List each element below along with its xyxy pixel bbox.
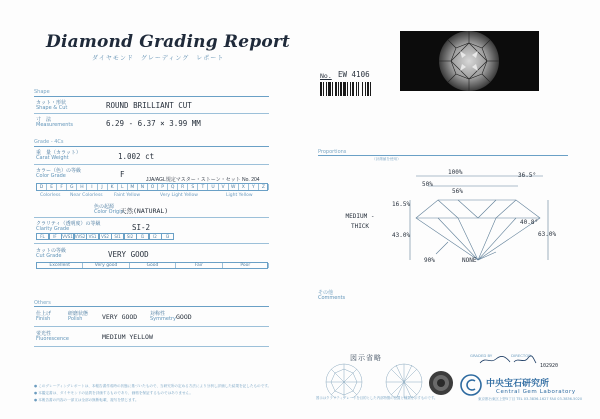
- cut-label-en: Cut Grade: [36, 253, 62, 259]
- footnote-1: ● このグレーディングレポートは、本報告書作成時の状態に基づいたもので、当研究所の定める方法により分析し評価した結果を記したものです。: [34, 384, 272, 388]
- cgl-logo-icon: [460, 374, 482, 396]
- report-number: EW 4106: [338, 70, 370, 79]
- color-scale-cell: H: [77, 184, 87, 190]
- report-number-label: No.: [320, 72, 332, 80]
- symmetry-label-en: Symmetry: [150, 316, 176, 322]
- measurements-label-jp: 寸 法: [36, 117, 52, 123]
- crown-angle-value: 36.5°: [518, 172, 537, 179]
- plot-caption: 図示省略: [350, 354, 382, 362]
- color-value: F: [120, 170, 125, 179]
- clarity-scale-cell: SI1: [111, 233, 124, 240]
- comments-label-en: Comments: [318, 295, 346, 301]
- color-scale-cell: Q: [168, 184, 178, 190]
- polish-label-jp: 研磨状態: [68, 311, 89, 317]
- girdle-value: MEDIUM - THICK: [345, 213, 375, 230]
- color-scale-cell: R: [178, 184, 188, 190]
- color-label-en: Color Grade: [36, 173, 66, 179]
- cut-scale-cell: Good: [130, 263, 176, 268]
- color-scale-cell: X: [239, 184, 249, 190]
- lower-half-value: 90%: [424, 257, 435, 264]
- diamond-outline: [416, 200, 540, 260]
- color-master-stone-note: JJA/AGL規定マスター・ストーン・セット No. 204: [146, 177, 260, 183]
- divider: [34, 326, 269, 327]
- divider: [34, 113, 269, 114]
- clarity-scale-cell: I2: [149, 233, 162, 240]
- shape-cut-value: ROUND BRILLIANT CUT: [106, 101, 192, 110]
- color-scale-cell: S: [188, 184, 198, 190]
- color-scale-cell: V: [219, 184, 229, 190]
- cut-scale-cell: Poor: [223, 263, 269, 268]
- hologram-seal: [428, 370, 454, 396]
- color-scale-cell: U: [208, 184, 218, 190]
- barcode-bar: [371, 82, 373, 96]
- signature: [478, 354, 538, 366]
- section-shape-label: Shape: [34, 89, 50, 95]
- table-value: 50%: [422, 181, 433, 188]
- plot-note: 図示はクラリティグレードを目的とした内部特徴の位置と種類を示すものです。: [316, 396, 438, 400]
- diamond-photo: [400, 31, 539, 91]
- proportions-note: （計測値を使用）: [372, 157, 401, 161]
- color-scale-cell: T: [198, 184, 208, 190]
- measurements-label-en: Measurements: [36, 122, 73, 128]
- cut-scale-cell: Excellent: [37, 263, 83, 268]
- clarity-scale-cell: SI2: [124, 233, 137, 240]
- color-scale-cell: K: [108, 184, 118, 190]
- clarity-scale: [36, 233, 174, 240]
- divider: [34, 346, 269, 347]
- culet-value: NONE: [462, 257, 477, 264]
- color-scale-cell: M: [128, 184, 138, 190]
- section-shape-rule: [34, 96, 269, 97]
- lab-address: 東京都台東区上野5丁目 TEL 03-3836-1627 FAX 03-3836-5020: [478, 397, 583, 401]
- section-proportions-rule: [318, 155, 568, 156]
- measurements-value: 6.29 - 6.37 × 3.99 MM: [106, 119, 201, 128]
- color-scale-cell: D: [37, 184, 47, 190]
- shape-cut-label-en: Shape & Cut: [36, 105, 68, 111]
- color-scale-cell: F: [57, 184, 67, 190]
- section-others-label: Others: [34, 300, 51, 306]
- lab-name-en: Central Gem Laboratory: [496, 389, 576, 395]
- symmetry-value: GOOD: [176, 313, 192, 321]
- color-scale-caption: Light Yellow: [226, 193, 253, 198]
- finish-label-en: Finish: [36, 316, 51, 322]
- clarity-label-en: Clarity Grade: [36, 226, 70, 232]
- color-scale-cell: P: [158, 184, 168, 190]
- total-depth-value: 63.0%: [538, 231, 557, 238]
- color-scale-cell: Y: [249, 184, 259, 190]
- comments-label-jp: その他: [318, 290, 334, 296]
- color-scale-cell: Z: [259, 184, 269, 190]
- section-others-rule: [34, 306, 269, 307]
- clarity-scale-cell: VVS2: [74, 234, 86, 239]
- fluorescence-label-en: Fluorescence: [36, 336, 69, 342]
- crown-height-value: 16.5%: [392, 201, 411, 208]
- divider: [34, 164, 269, 165]
- polish-label-en: Polish: [68, 316, 83, 322]
- carat-label-jp: 重 量（カラット）: [36, 150, 81, 156]
- clarity-value: SI-2: [132, 223, 151, 232]
- divider: [34, 217, 269, 218]
- color-scale-cell: O: [148, 184, 158, 190]
- polish-value: VERY GOOD: [102, 313, 138, 321]
- symmetry-label-jp: 対称性: [150, 311, 166, 317]
- report-title: Diamond Grading Report: [46, 32, 291, 52]
- cut-value: VERY GOOD: [108, 250, 149, 259]
- color-scale-caption: Faint Yellow: [114, 193, 141, 198]
- pavilion-angle-value: 40.8°: [520, 219, 539, 226]
- clarity-label-jp: クラリティ（透明度）の等級: [36, 221, 101, 227]
- lab-name-jp: 中央宝石研究所: [486, 379, 550, 389]
- carat-label-en: Carat Weight: [36, 155, 69, 161]
- color-origin-label-en: Color Origin: [94, 209, 124, 215]
- diamond-photo-image: [400, 31, 539, 91]
- color-scale-cell: J: [98, 184, 108, 190]
- color-origin-value: 天然(NATURAL): [120, 207, 169, 215]
- cut-label-jp: カットの等級: [36, 248, 66, 254]
- color-scale-cell: E: [47, 184, 57, 190]
- color-scale-cell: N: [138, 184, 148, 190]
- clarity-scale-cell: FL: [36, 233, 49, 240]
- color-scale-caption: Colorless: [40, 193, 61, 198]
- color-scale-cell: L: [118, 184, 128, 190]
- section-grade-label: Grade - 4Cs: [34, 139, 64, 145]
- color-label-jp: カラー（色）の等級: [36, 168, 82, 174]
- report-title-jp: ダイヤモンド グレーディング レポート: [92, 55, 225, 62]
- clarity-scale-cell: VS2: [99, 233, 112, 240]
- color-scale-caption: Very Light Yellow: [160, 193, 198, 198]
- clarity-scale-cell: VVS1: [62, 234, 73, 239]
- color-scale: [36, 183, 268, 191]
- footnote-2: ● 本鑑定書は、ダイヤモンドの品質を評価するものであり、価格を保証するものではありません。: [34, 391, 193, 395]
- clarity-scale-cell: IF: [49, 233, 62, 240]
- cut-scale-cell: Fair: [176, 263, 222, 268]
- color-scale-cell: W: [229, 184, 239, 190]
- divider: [34, 243, 269, 244]
- total-width-value: 100%: [448, 169, 463, 176]
- fluorescence-label-jp: 蛍光性: [36, 331, 52, 337]
- color-origin-label-jp: 色の起源: [94, 204, 115, 210]
- color-scale-cell: I: [87, 184, 97, 190]
- cut-scale-cell: Very good: [83, 263, 129, 268]
- color-scale-cell: G: [67, 184, 77, 190]
- color-scale-caption: Near Colorless: [70, 193, 103, 198]
- cut-scale: [36, 262, 268, 269]
- section-grade-rule: [34, 146, 269, 147]
- barcode: [320, 82, 388, 96]
- clarity-scale-cell: I1: [136, 233, 149, 240]
- star-value: 56%: [452, 188, 463, 195]
- clarity-scale-cell: VS1: [86, 233, 99, 240]
- footnote-3: ● 本報告書の内容の一部又は全部の無断転載、複写を禁じます。: [34, 398, 139, 402]
- pavilion-depth-value: 43.0%: [392, 232, 411, 239]
- carat-value: 1.002 ct: [118, 152, 155, 161]
- fluorescence-value: MEDIUM YELLOW: [102, 333, 153, 341]
- signature-row: GRADED BY DIRECTOR: [470, 353, 531, 358]
- certificate-number: 102920: [540, 363, 559, 369]
- clarity-scale-cell: I3: [161, 233, 174, 240]
- shape-cut-label-jp: カット・形状: [36, 100, 66, 106]
- section-proportions-label: Proportions: [318, 149, 347, 155]
- finish-label-jp: 仕上げ: [36, 311, 52, 317]
